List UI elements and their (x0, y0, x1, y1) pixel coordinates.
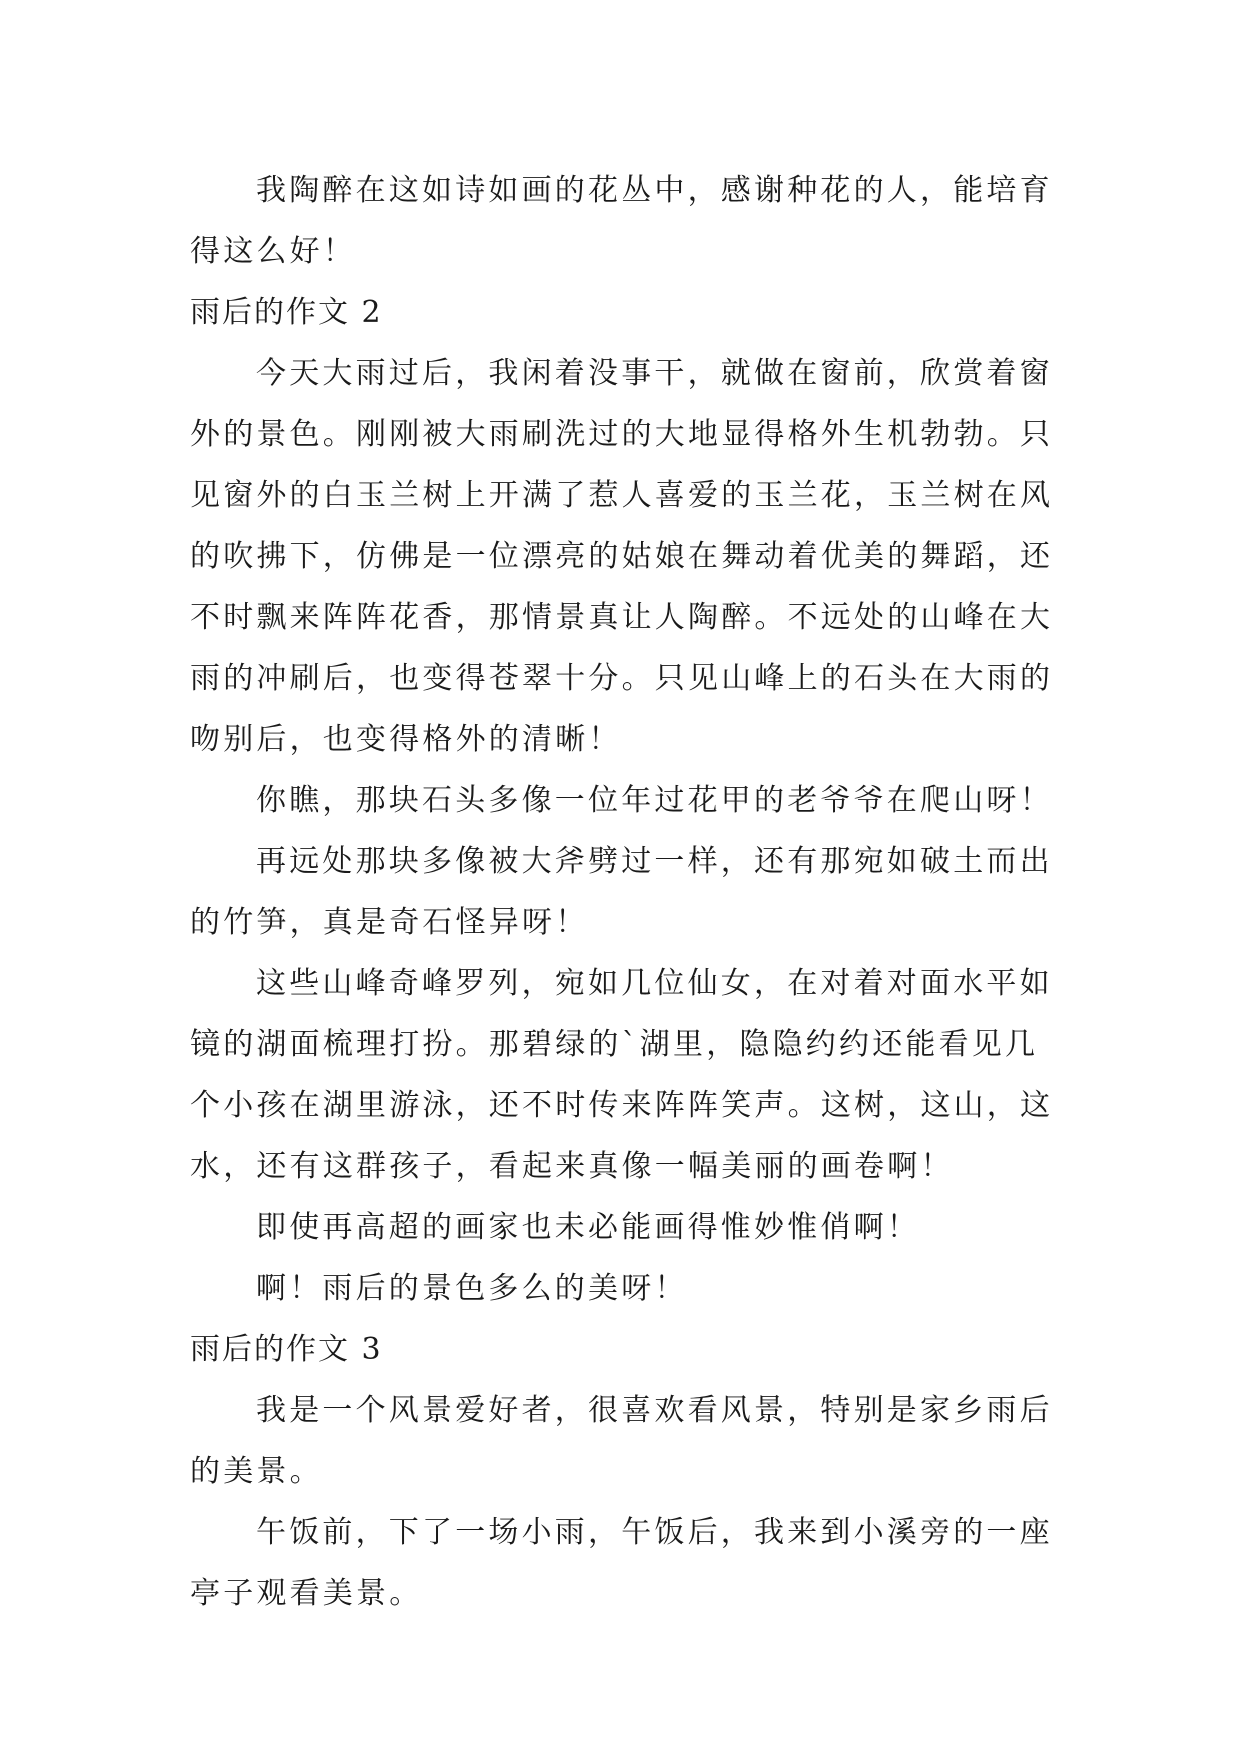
paragraph-line: 即使再高超的画家也未必能画得惟妙惟俏啊！ (256, 1210, 920, 1245)
paragraph-line: 亭子观看美景。 (190, 1576, 423, 1611)
paragraph-line: 得这么好！ (190, 234, 356, 269)
paragraph-line: 再远处那块多像被大斧劈过一样，还有那宛如破土而出 (256, 844, 1053, 879)
paragraph-line: 的美景。 (190, 1454, 323, 1489)
paragraph-line: 我陶醉在这如诗如画的花丛中，感谢种花的人，能培育 (256, 173, 1053, 208)
paragraph-line: 今天大雨过后，我闲着没事干，就做在窗前，欣赏着窗 (256, 356, 1053, 391)
paragraph-line: 吻别后，也变得格外的清晰！ (190, 722, 622, 757)
document-page (190, 160, 1070, 1624)
paragraph-line: 不时飘来阵阵花香，那情景真让人陶醉。不远处的山峰在大 (190, 600, 1054, 635)
paragraph-line: 个小孩在湖里游泳，还不时传来阵阵笑声。这树，这山，这 (190, 1088, 1054, 1123)
paragraph-line: 雨的冲刷后，也变得苍翠十分。只见山峰上的石头在大雨的 (190, 661, 1054, 696)
section-heading: 雨后的作文 3 (190, 1332, 383, 1367)
paragraph-line: 我是一个风景爱好者，很喜欢看风景，特别是家乡雨后 (256, 1393, 1053, 1428)
paragraph-line: 啊！雨后的景色多么的美呀！ (256, 1271, 688, 1306)
paragraph-line: 水，还有这群孩子，看起来真像一幅美丽的画卷啊！ (190, 1149, 954, 1184)
paragraph-line: 外的景色。刚刚被大雨刷洗过的大地显得格外生机勃勃。只 (190, 417, 1054, 452)
paragraph-line: 午饭前，下了一场小雨，午饭后，我来到小溪旁的一座 (256, 1515, 1053, 1550)
paragraph-line: 你瞧，那块石头多像一位年过花甲的老爷爷在爬山呀！ (256, 783, 1053, 818)
paragraph-line: 这些山峰奇峰罗列，宛如几位仙女，在对着对面水平如 (256, 966, 1053, 1001)
paragraph-line: 的竹笋，真是奇石怪异呀！ (190, 905, 589, 940)
paragraph-line: 的吹拂下，仿佛是一位漂亮的姑娘在舞动着优美的舞蹈，还 (190, 539, 1054, 574)
paragraph-line: 见窗外的白玉兰树上开满了惹人喜爱的玉兰花，玉兰树在风 (190, 478, 1054, 513)
section-heading: 雨后的作文 2 (190, 295, 383, 330)
paragraph-line: 镜的湖面梳理打扮。那碧绿的`湖里，隐隐约约还能看见几 (190, 1027, 1039, 1062)
